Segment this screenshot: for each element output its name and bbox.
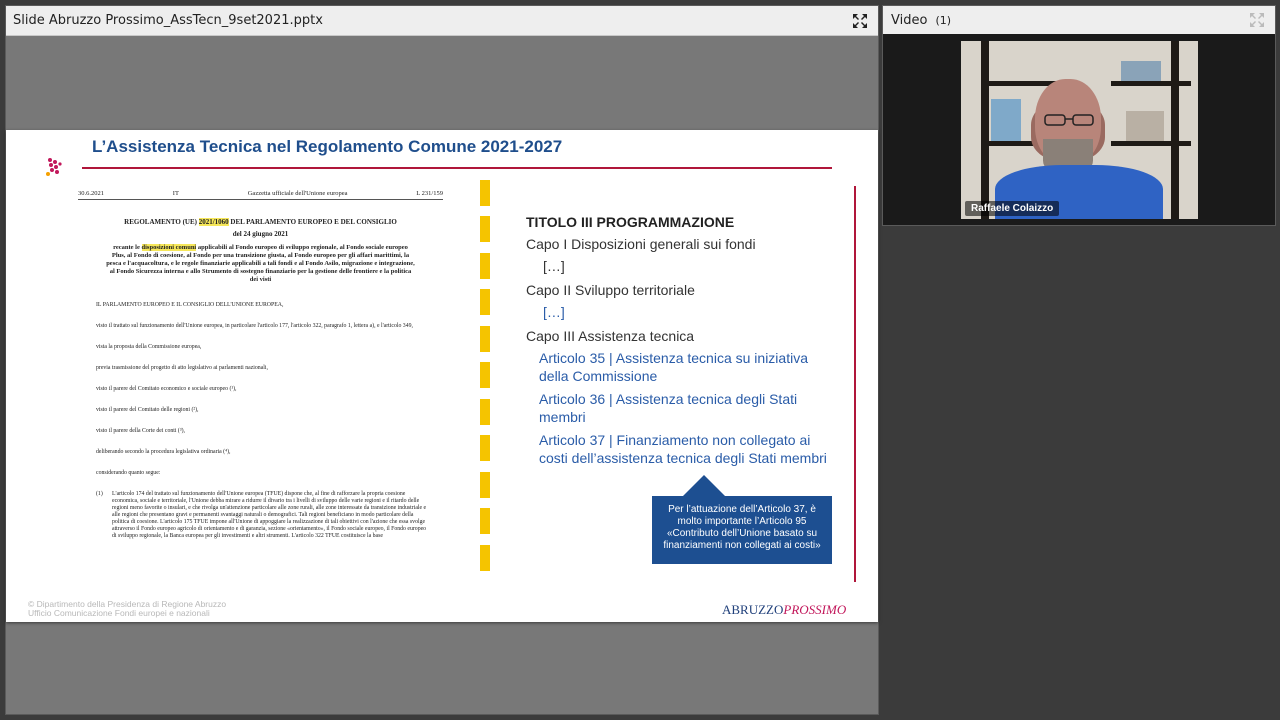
- desc-highlight: disposizioni comuni: [141, 244, 197, 251]
- toc-heading: TITOLO III PROGRAMMAZIONE: [526, 214, 735, 230]
- video-pane-title: [891, 13, 951, 28]
- programming-outline: [526, 214, 836, 467]
- callout-box: Per l’attuazione dell’Articolo 37, è molto importante l’Articolo 95 «Contributo dell’Unione basato su finanziamenti non collegati ai costi»: [652, 496, 832, 564]
- glasses-icon: [1043, 114, 1095, 126]
- expand-icon[interactable]: [1247, 10, 1267, 30]
- yellow-bar: [480, 545, 490, 571]
- recital: visto il parere della Corte dei conti (³),: [96, 428, 185, 434]
- recital: visto il parere del Comitato economico e sociale europeo (¹),: [96, 386, 237, 392]
- video-title-text: Video: [891, 12, 928, 28]
- desc-rest: applicabili al Fondo europeo di sviluppo regionale, al Fondo sociale europeo Plus, al Fondo di coesione, al Fondo per una transizione giusta, al Fondo europeo per gli affari marittimi, la pesca e l'acquacoltura, e le regole finanziarie applicabili a tali fondi e al Fondo Asilo, migrazione e integrazione, al Fondo Sicurezza interna e allo Strumento di sostegno finanziario per la gestione delle frontiere e la politica dei visti: [106, 244, 415, 283]
- slide-pane-header: [6, 6, 878, 36]
- books: [991, 99, 1021, 141]
- yellow-bar: [480, 508, 490, 534]
- recital: vista la proposta della Commissione europea,: [96, 344, 202, 350]
- regulation-number: 2021/1060: [198, 218, 229, 226]
- slide-title: L’Assistenza Tecnica nel Regolamento Comune 2021-2027: [92, 137, 563, 156]
- participant-name-tag: Raffaele Colaizzo: [965, 201, 1059, 216]
- yellow-bar: [480, 289, 490, 315]
- toc-capo-1: Capo I Disposizioni generali sui fondi: [526, 236, 756, 252]
- yellow-divider: [480, 180, 490, 572]
- regulation-description: [106, 244, 415, 284]
- toc-article-36: Articolo 36 | Assistenza tecnica degli Stati membri: [539, 391, 798, 425]
- gazette-point-1: [96, 491, 427, 540]
- recital: previa trasmissione del progetto di atto legislativo ai parlamenti nazionali,: [96, 365, 268, 371]
- title-rule: [82, 167, 832, 169]
- yellow-bar: [480, 399, 490, 425]
- gazette-journal: Gazzetta ufficiale dell'Unione europea: [247, 190, 348, 197]
- slide-footer: [28, 600, 226, 618]
- toc-capo-3: Capo III Assistenza tecnica: [526, 328, 695, 344]
- region-logo-icon: [26, 150, 66, 186]
- slide-canvas: [6, 130, 878, 622]
- point-text: L'articolo 174 del trattato sul funzionamento dell'Unione europea (TFUE) dispone che, al fine di rafforzare la propria coesione economica, sociale e territoriale, l'Unione debba mirare a ridurre il divario tra i livelli di sviluppo delle varie regioni e il ritardo delle regioni meno favorite o insulari, e che rivolga un'attenzione particolare alle zone rurali, alle zone interessate da transizione industriale e alle regioni che presentano gravi e permanenti svantaggi naturali o demografici. Tali regioni beneficiano in modo particolare della politica di coesione. L'articolo 175 TFUE impone all'Unione di appoggiare la realizzazione di tali obiettivi con l'azione che essa svolge attraverso il Fondo europeo agricolo di orientamento e di garanzia, sezione «orientamento», il Fondo sociale europeo, il Fondo europeo di sviluppo regionale, la Banca europea per gli investimenti e altri strumenti. L'articolo 322 TFUE costituisce la base: [112, 491, 427, 539]
- brand-main: ABRUZZO: [722, 602, 784, 617]
- yellow-bar: [480, 326, 490, 352]
- books: [1126, 111, 1164, 141]
- yellow-bar: [480, 253, 490, 279]
- toc-article-35: Articolo 35 | Assistenza tecnica su iniziativa della Commissione: [539, 350, 808, 384]
- yellow-bar: [480, 472, 490, 498]
- yellow-bar: [480, 362, 490, 388]
- gazette-header: [78, 190, 443, 200]
- regulation-prefix: REGOLAMENTO (UE): [124, 218, 199, 226]
- recital: visto il parere del Comitato delle regioni (²),: [96, 407, 199, 413]
- footer-line-2: Ufficio Comunicazione Fondi europei e nazionali: [28, 608, 210, 618]
- point-number: (1): [96, 491, 103, 497]
- participant-video[interactable]: [961, 41, 1198, 219]
- bookshelf-post: [981, 41, 989, 219]
- video-pane: [882, 5, 1276, 226]
- gazette-page-ref: L 231/159: [416, 190, 443, 197]
- gazette-series: IT: [172, 190, 179, 197]
- brand-logo: [722, 602, 846, 618]
- yellow-bar: [480, 216, 490, 242]
- gazette-regulation-title: [78, 218, 443, 226]
- recital: deliberando secondo la procedura legislativa ordinaria (⁴),: [96, 449, 231, 455]
- toc-ellipsis-1: […]: [543, 258, 565, 274]
- slide-pane-title: Slide Abruzzo Prossimo_AssTecn_9set2021.pptx: [13, 13, 323, 28]
- bookshelf-board: [1111, 141, 1191, 146]
- footer-line-1: © Dipartimento della Presidenza di Regione Abruzzo: [28, 599, 227, 609]
- toc-article-37: Articolo 37 | Finanziamento non collegato ai costi dell’assistenza tecnica degli Stati membri: [539, 432, 827, 466]
- regulation-suffix: DEL PARLAMENTO EUROPEO E DEL CONSIGLIO: [228, 218, 397, 226]
- slide-pane: [5, 5, 879, 715]
- yellow-bar: [480, 435, 490, 461]
- gazette-parliament: IL PARLAMENTO EUROPEO E IL CONSIGLIO DELL'UNIONE EUROPEA,: [96, 302, 284, 308]
- yellow-bar: [480, 180, 490, 206]
- video-pane-header: [883, 6, 1275, 34]
- toc-capo-2: Capo II Sviluppo territoriale: [526, 282, 695, 298]
- right-rule: [854, 186, 856, 582]
- books: [1121, 61, 1161, 81]
- bookshelf-board: [1111, 81, 1191, 86]
- participant-count: (1): [935, 13, 952, 27]
- gazette-scan: [78, 190, 443, 570]
- gazette-recitals: [78, 302, 443, 540]
- callout-pointer: [682, 475, 726, 497]
- recital: considerando quanto segue:: [96, 470, 161, 476]
- recital: visto il trattato sul funzionamento dell'Unione europea, in particolare l'articolo 177, l'articolo 322, paragrafo 1, lettera a), e l'articolo 349,: [96, 323, 413, 329]
- gazette-date: 30.6.2021: [78, 190, 104, 197]
- bookshelf-post: [1171, 41, 1179, 219]
- toc-ellipsis-2: […]: [543, 304, 565, 320]
- brand-accent: PROSSIMO: [783, 602, 847, 617]
- expand-icon[interactable]: [850, 11, 870, 31]
- desc-prefix: recante le: [113, 244, 142, 251]
- regulation-date: del 24 giugno 2021: [232, 230, 289, 238]
